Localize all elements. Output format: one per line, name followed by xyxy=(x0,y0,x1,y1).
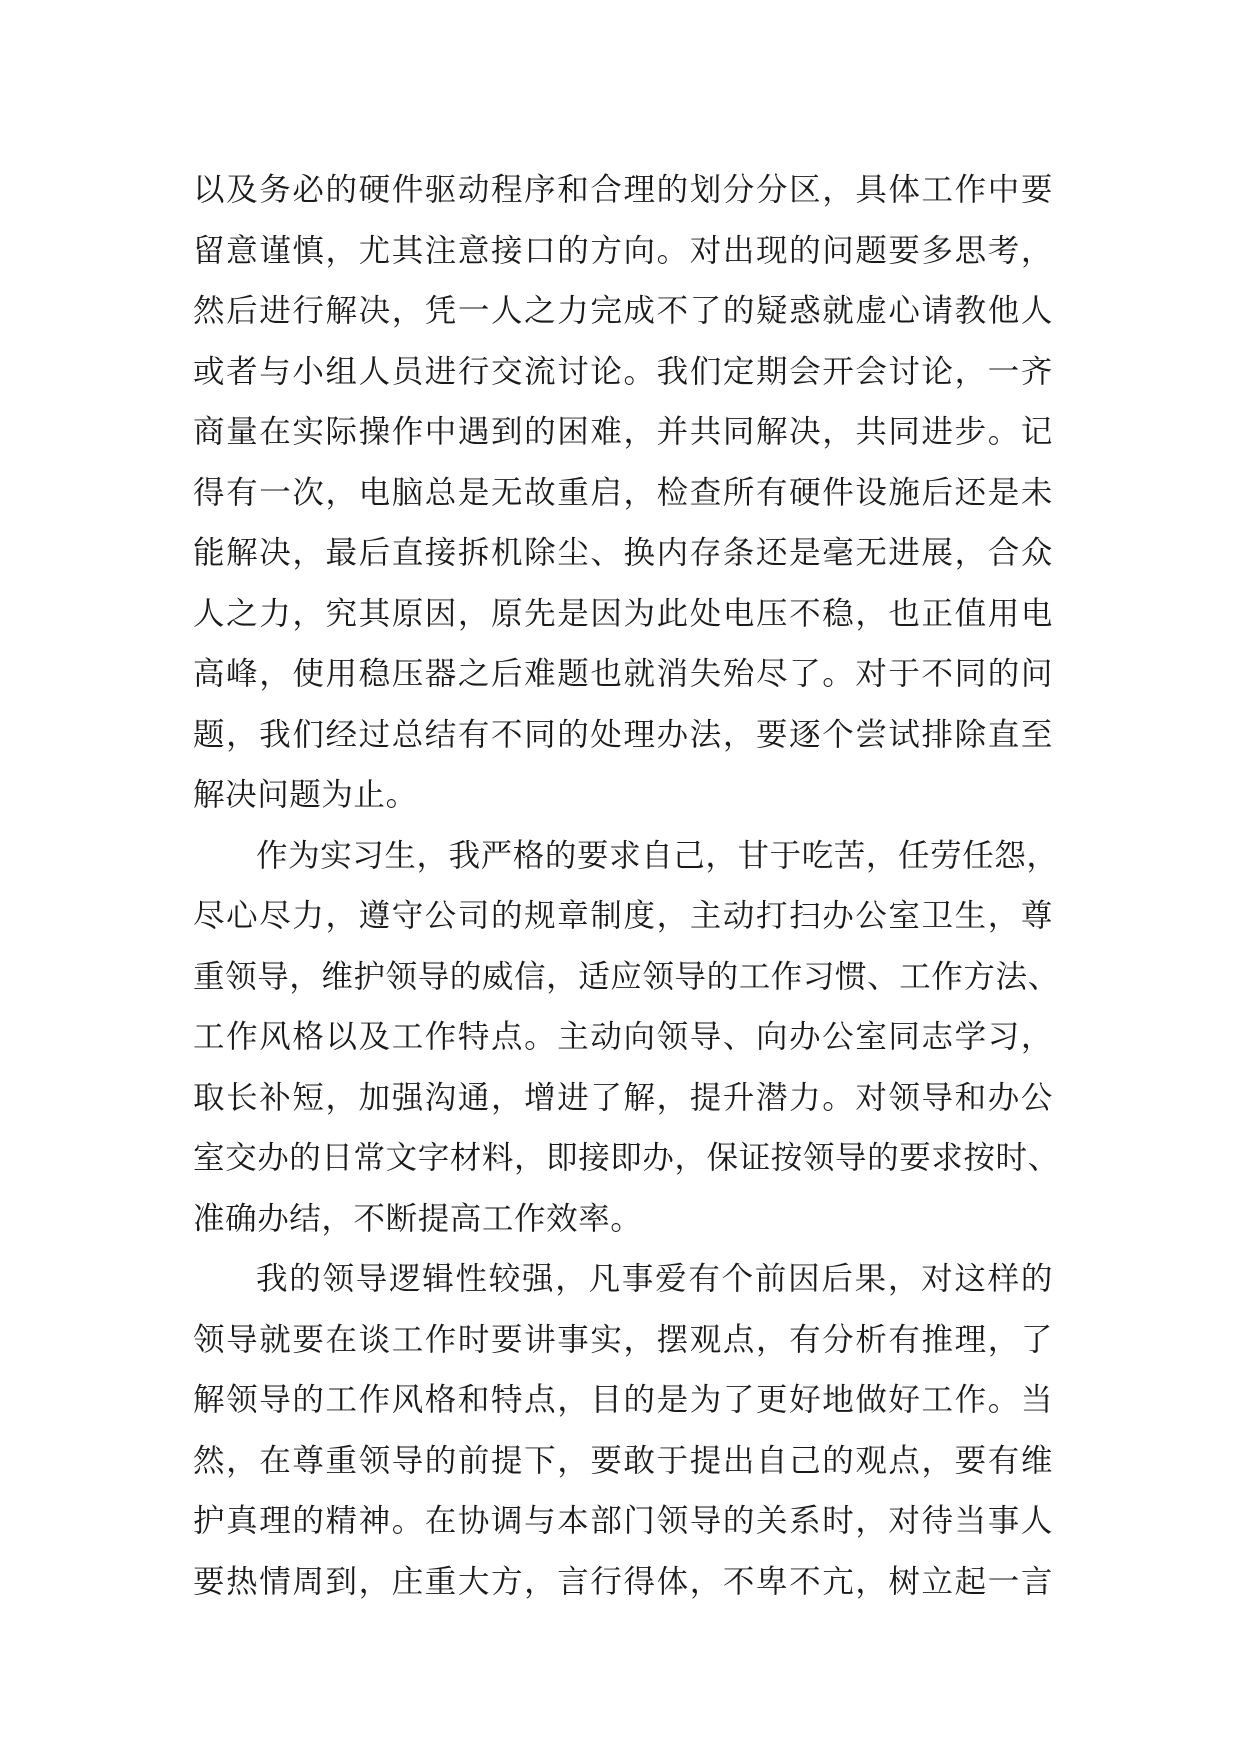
text-line: 解决问题为止。 xyxy=(193,777,418,813)
paragraph xyxy=(193,1249,1053,1612)
text-line: 题，我们经过总结有不同的处理办法，要逐个尝试排除直至 xyxy=(193,716,1053,753)
text-line: 或者与小组人员进行交流讨论。我们定期会开会讨论，一齐 xyxy=(193,353,1053,390)
text-line: 然，在尊重领导的前提下，要敢于提出自己的观点，要有维 xyxy=(193,1442,1053,1479)
text-line: 护真理的精神。在协调与本部门领导的关系时，对待当事人 xyxy=(193,1503,1053,1539)
text-line: 商量在实际操作中遇到的困难，并共同解决，共同进步。记 xyxy=(193,414,1053,450)
text-line: 我的领导逻辑性较强，凡事爱有个前因后果，对这样的 xyxy=(256,1261,1053,1297)
paragraph xyxy=(193,160,1053,826)
text-line: 尽心尽力，遵守公司的规章制度，主动打扫办公室卫生，尊 xyxy=(193,898,1053,934)
text-line: 能解决，最后直接拆机除尘、换内存条还是毫无进展，合众 xyxy=(193,535,1053,571)
body-text xyxy=(193,160,1060,1612)
text-line: 重领导，维护领导的威信，适应领导的工作习惯、工作方法、 xyxy=(193,958,1060,995)
text-line: 留意谨慎，尤其注意接口的方向。对出现的问题要多思考， xyxy=(193,232,1053,269)
text-line: 室交办的日常文字材料，即接即办，保证按领导的要求按时、 xyxy=(193,1140,1060,1176)
text-line: 要热情周到，庄重大方，言行得体，不卑不亢，树立起一言 xyxy=(193,1563,1053,1600)
text-line: 人之力，究其原因，原先是因为此处电压不稳，也正值用电 xyxy=(193,595,1053,632)
text-line: 领导就要在谈工作时要讲事实，摆观点，有分析有推理，了 xyxy=(193,1321,1053,1358)
text-line: 高峰，使用稳压器之后难题也就消失殆尽了。对于不同的问 xyxy=(193,656,1053,692)
text-line: 然后进行解决，凭一人之力完成不了的疑惑就虚心请教他人 xyxy=(193,293,1053,329)
paragraph xyxy=(193,826,1060,1250)
text-line: 以及务必的硬件驱动程序和合理的划分分区，具体工作中要 xyxy=(193,172,1053,208)
text-line: 准确办结，不断提高工作效率。 xyxy=(193,1200,643,1237)
text-line: 工作风格以及工作特点。主动向领导、向办公室同志学习， xyxy=(193,1019,1053,1055)
text-line: 作为实习生，我严格的要求自己，甘于吃苦，任劳任怨， xyxy=(256,837,1059,874)
text-line: 得有一次，电脑总是无故重启，检查所有硬件设施后还是未 xyxy=(193,474,1053,511)
text-line: 解领导的工作风格和特点，目的是为了更好地做好工作。当 xyxy=(193,1382,1053,1418)
text-line: 取长补短，加强沟通，增进了解，提升潜力。对领导和办公 xyxy=(193,1079,1053,1116)
